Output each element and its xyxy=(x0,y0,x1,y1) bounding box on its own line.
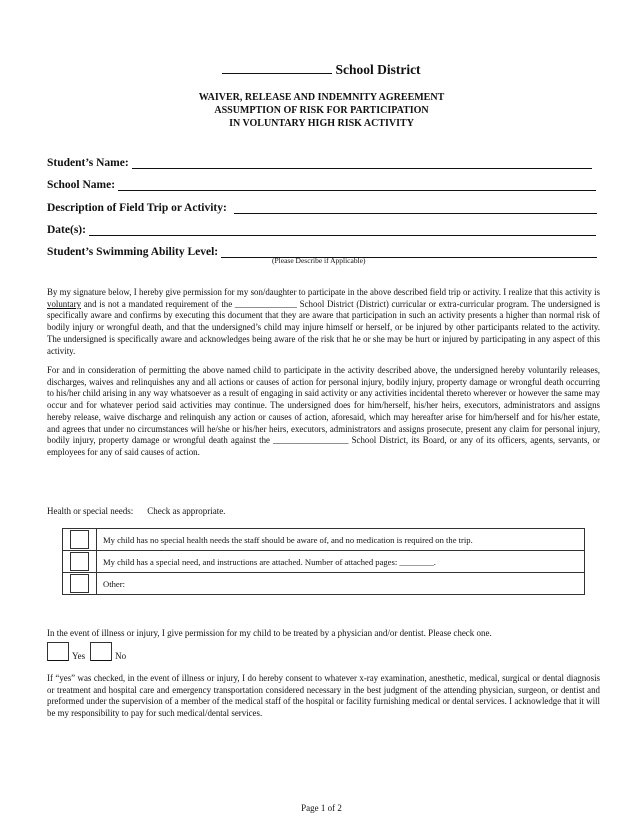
no-checkbox[interactable] xyxy=(90,642,112,661)
health-option-row xyxy=(63,529,585,551)
other-label: Other: xyxy=(97,573,585,595)
description-input-line[interactable] xyxy=(234,202,597,214)
swimming-label: Student’s Swimming Ability Level: xyxy=(47,246,219,258)
district-name-blank[interactable] xyxy=(222,61,332,74)
health-label: Health or special needs: xyxy=(47,506,134,516)
school-name-label: School Name: xyxy=(47,179,116,191)
permission-paragraph xyxy=(47,287,600,357)
health-instruction: Check as appropriate. xyxy=(147,506,226,516)
other-checkbox[interactable] xyxy=(70,574,89,593)
dates-field xyxy=(47,222,596,236)
permission-text-a: By my signature below, I hereby give permission for my son/daughter to participate in the above described field trip or activity. I realize that this activity is xyxy=(47,287,600,297)
special-need-checkbox[interactable] xyxy=(70,552,89,571)
medical-consent-paragraph: If “yes” was checked, in the event of illness or injury, I do hereby consent to whatever x-ray examination, anesthetic, medical, surgical or dental diagnosis or treatment and hospital care and emergency transportation considered necessary in the best judgment of the attending physician, surgeon, or dentist and preformed under the supervision of a member of the medical staff of the hospital or facility furnishing medical or dental services. I acknowledge that it will be my responsibility to pay for such medical/dental services. xyxy=(47,673,600,719)
document-title xyxy=(0,91,643,130)
yes-label: Yes xyxy=(72,651,86,661)
yes-no-choice xyxy=(47,641,131,661)
treatment-consent-text: In the event of illness or injury, I give permission for my child to be treated by a physician and/or dentist. Please check one. xyxy=(47,628,492,638)
school-name-field xyxy=(47,177,596,191)
no-needs-checkbox[interactable] xyxy=(70,530,89,549)
yes-checkbox[interactable] xyxy=(47,642,69,661)
district-header xyxy=(0,61,643,78)
title-line-2: ASSUMPTION OF RISK FOR PARTICIPATION xyxy=(214,105,429,116)
health-option-row xyxy=(63,551,585,573)
student-name-field xyxy=(47,155,592,169)
school-name-input-line[interactable] xyxy=(118,179,596,191)
swimming-hint: (Please Describe if Applicable) xyxy=(272,256,366,265)
description-label: Description of Field Trip or Activity: xyxy=(47,202,227,214)
release-paragraph: For and in consideration of permitting the above named child to participate in the activity described above, the undersigned hereby voluntarily releases, discharges, waives and relinquishes any and all actions or causes of action for personal injury, bodily injury, property damage or wrongful death occurring to his/her child arising in any way whatsoever as a result of engaging in said activity or any activities incidental thereto wherever or however the same may occur and for whatever period said activities may continue. The undersigned does for him/herself, his/her heirs, executors, administrators and assigns hereby release, waive discharge and relinquish any action or causes of action, aforesaid, which may hereafter arise for him/herself and for his/her estate, and agrees that under no circumstances will he/she or his/her heirs, executors, administrators and assigns prosecute, present any claim for personal injury, bodily injury, property damage or wrongful death against the _________________ School District, its Board, or any of its officers, agents, servants, or employees for any of said causes of action. xyxy=(47,365,600,457)
health-option-row xyxy=(63,573,585,595)
no-needs-label: My child has no special health needs the staff should be aware of, and no medication is required on the trip. xyxy=(97,529,585,551)
dates-label: Date(s): xyxy=(47,224,86,236)
title-line-1: WAIVER, RELEASE AND INDEMNITY AGREEMENT xyxy=(198,92,445,103)
health-needs-heading xyxy=(47,506,225,516)
permission-text-b: and is not a mandated requirement of the ______________ School District (District) curricular or extra-curricular program. The undersigned is specifically aware and confirms by executing this document that they are aware that participation in such an activity presents a higher than normal risk of bodily injury or wrongful death, and that the undersigned’s child may injure himself or herself, or be injured by other participants related to the activity. The undersigned is specifically aware and acknowledges being aware of the risk that he or she may be hurt or injured by participating in any aspect of this activity. xyxy=(47,298,600,356)
description-field xyxy=(47,200,597,214)
title-line-3: IN VOLUNTARY HIGH RISK ACTIVITY xyxy=(229,118,414,129)
student-name-label: Student’s Name: xyxy=(47,157,129,169)
dates-input-line[interactable] xyxy=(89,224,596,236)
special-need-label: My child has a special need, and instructions are attached. Number of attached pages: ________. xyxy=(97,551,585,573)
voluntary-word: voluntary xyxy=(47,298,82,309)
health-options-table xyxy=(62,528,585,595)
no-label: No xyxy=(115,651,127,661)
student-name-input-line[interactable] xyxy=(132,157,592,169)
page-number: Page 1 of 2 xyxy=(301,803,342,813)
district-label: School District xyxy=(335,62,421,77)
